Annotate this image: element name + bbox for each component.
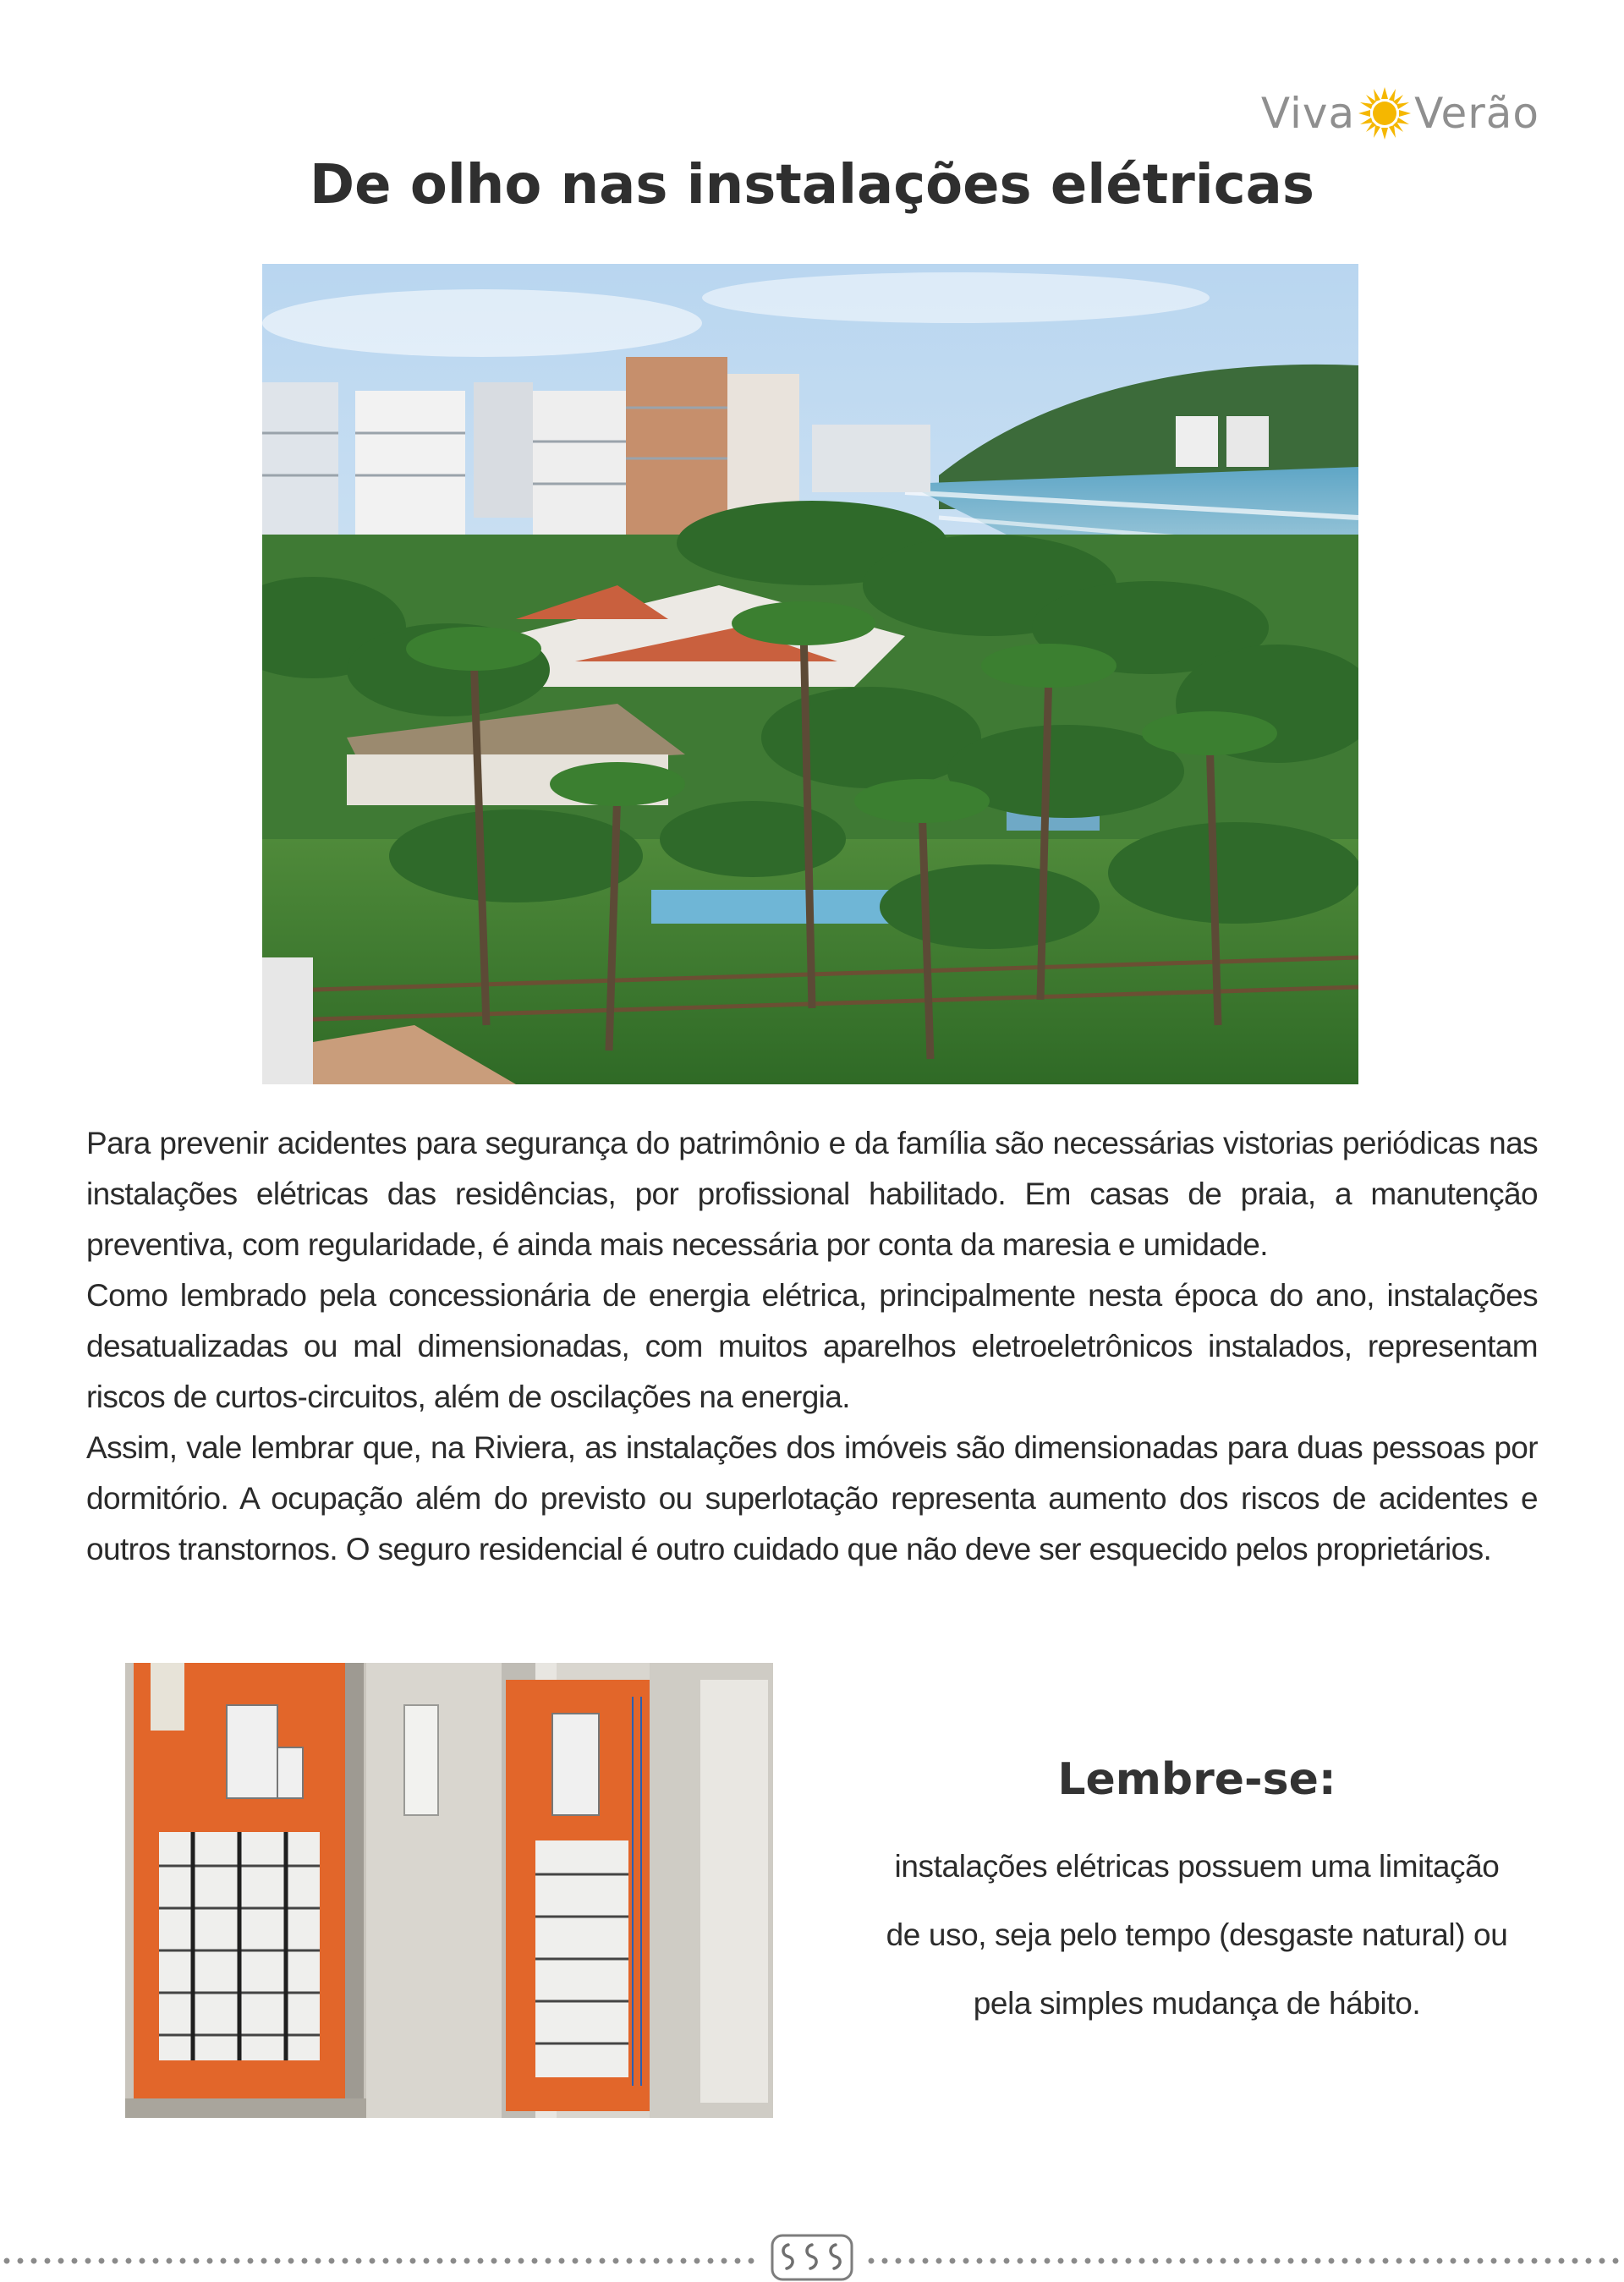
electrical-panels-photo bbox=[125, 1663, 773, 2118]
footer-divider-right bbox=[864, 2257, 1624, 2265]
reminder-line-3: pela simples mudança de hábito. bbox=[973, 1986, 1421, 2021]
reminder-text bbox=[846, 1832, 1548, 2038]
footer-divider-left bbox=[0, 2257, 760, 2265]
brand-word-verao: Verão bbox=[1414, 89, 1539, 138]
beach-city-photo bbox=[262, 264, 1358, 1084]
sun-icon bbox=[1357, 85, 1413, 141]
reminder-line-1: instalações elétricas possuem uma limitação bbox=[894, 1849, 1500, 1884]
reminder-title: Lembre-se: bbox=[1057, 1754, 1336, 1805]
article-body bbox=[86, 1118, 1538, 1575]
paragraph-riviera: Assim, vale lembrar que, na Riviera, as instalações dos imóveis são dimensionadas para duas pessoas por dormitório. A ocupação além do previsto ou superlotação representa aumento dos riscos de acidentes e outros transtornos. O seguro residencial é outro cuidado que não deve ser esquecido pelos proprietários. bbox=[86, 1430, 1538, 1566]
brand-word-viva: Viva bbox=[1260, 89, 1356, 138]
paragraph-prevention: Para prevenir acidentes para segurança do patrimônio e da família são necessárias vistorias periódicas nas instalações elétricas das residências, por profissional habilitado. Em casas de praia, a manutenção preventiva, com regularidade, é ainda mais necessária por conta da maresia e umidade. bbox=[86, 1126, 1538, 1262]
paragraph-utility: Como lembrado pela concessionária de energia elétrica, principalmente nesta época do ano, instalações desatualizadas ou mal dimensionadas, com muitos aparelhos eletroeletrônicos instalados, representam riscos de curtos-circuitos, além de oscilações na energia. bbox=[86, 1278, 1538, 1414]
page-title: De olho nas instalações elétricas bbox=[310, 154, 1314, 217]
brand-logo bbox=[1261, 83, 1539, 144]
reminder-line-2: de uso, seja pelo tempo (desgaste natural) ou bbox=[886, 1917, 1508, 1952]
seahorse-logo-icon bbox=[770, 2233, 854, 2282]
